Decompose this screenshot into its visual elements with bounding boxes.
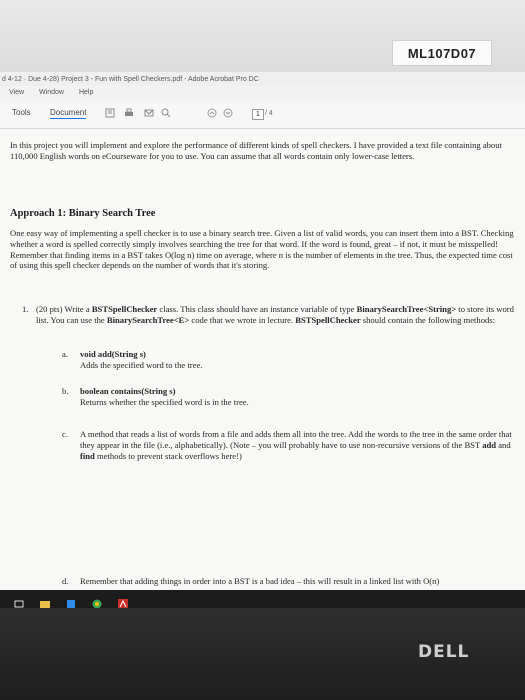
next-page-icon[interactable] [222, 108, 233, 118]
dell-logo: DELL [418, 642, 470, 662]
method-c-part: A method that reads a list of words from a file and adds them all into the tree. Add the words to the tree in the same order that they appear in the file (i.e., alphabetically). (Note – you will probably have to use non-recursive versions of the BST [80, 429, 512, 450]
mail-icon[interactable] [143, 108, 154, 118]
question-text: should contain the following methods: [360, 314, 496, 325]
approach-heading: Approach 1: Binary Search Tree [10, 208, 156, 219]
tab-tools[interactable]: Tools [12, 108, 31, 117]
task-view-icon[interactable] [14, 594, 24, 604]
search-icon[interactable] [160, 108, 171, 118]
monitor-bezel-bottom [0, 608, 525, 700]
window-title: d 4-12 · Due 4-28) Project 3 - Fun with Spell Checkers.pdf - Adobe Acrobat Pro DC [0, 72, 525, 88]
question-text: class. This class should have an instance variable of type [157, 304, 357, 314]
tab-document[interactable]: Document [50, 108, 87, 117]
item-letter: d. [62, 576, 69, 586]
method-c-text [80, 429, 512, 461]
acrobat-icon[interactable] [118, 594, 128, 604]
page-number-input[interactable]: 1 [252, 109, 264, 120]
method-d-text: Remember that adding things in order into a BST is a bad idea – this will result in a linked list with O(n) [80, 576, 440, 586]
page-thumbnail-icon[interactable] [104, 108, 115, 118]
previous-page-icon[interactable] [206, 108, 217, 118]
type-name: BinarySearchTree<E> [106, 314, 190, 325]
acrobat-toolbar [0, 102, 525, 129]
method-signature: boolean contains(String s) [80, 386, 176, 396]
question-text: (20 pts) Write a [36, 304, 92, 314]
item-letter: a. [62, 349, 68, 359]
print-icon[interactable] [123, 108, 134, 118]
question-text: to store its word list. You can use the [36, 304, 514, 325]
class-name: BSTSpellChecker [91, 304, 158, 314]
method-name-add: add [482, 439, 497, 450]
screen [0, 72, 525, 590]
item-letter: b. [62, 386, 69, 396]
page-count: / 4 [265, 110, 273, 117]
class-name: BSTSpellChecker [295, 314, 361, 325]
menu-window[interactable]: Window [39, 89, 64, 96]
item-letter: c. [62, 429, 68, 439]
windows-taskbar [0, 590, 525, 608]
menu-help[interactable]: Help [78, 89, 94, 96]
method-signature: void add(String s) [80, 349, 146, 359]
type-name: BinarySearchTree<String> [356, 304, 457, 314]
monitor-bezel-top [0, 0, 525, 72]
question-number: 1. [22, 304, 29, 314]
pdf-page [0, 129, 525, 590]
method-name-find: find [80, 450, 95, 461]
chrome-icon[interactable] [92, 594, 102, 604]
file-explorer-icon[interactable] [40, 594, 50, 604]
intro-paragraph: In this project you will implement and explore the performance of different kinds of spell checkers. I have provided a text file containing about 110,000 English words on eCourseware for you to use. You can assume that all words contain only lower-case letters. [10, 140, 502, 161]
approach-paragraph: One easy way of implementing a spell checker is to use a binary search tree. Given a list of valid words, you can insert them into a BST. Checking whether a word is spelled correctly simply involves searching the tree for that word. If the word is found, great – if not, it must be misspelled! Remember that finding items in a BST takes O(log n) time on average, where n is the number of elements in the tree. Thus, the expected time cost of using this spell checker depends on the number of words that it's storing. [10, 228, 514, 271]
question-1 [36, 304, 514, 326]
question-text: code that we wrote in lecture. [189, 314, 296, 325]
menu-bar [0, 86, 525, 100]
method-description: Adds the specified word to the tree. [80, 360, 203, 370]
asset-label-sticker: ML107D07 [392, 40, 492, 66]
menu-view[interactable]: View [9, 89, 25, 96]
method-c-part: methods to prevent stack overflows here!) [94, 450, 242, 461]
method-c-part: and [496, 439, 511, 450]
store-icon[interactable] [66, 594, 76, 604]
method-description: Returns whether the specified word is in the tree. [80, 397, 249, 407]
